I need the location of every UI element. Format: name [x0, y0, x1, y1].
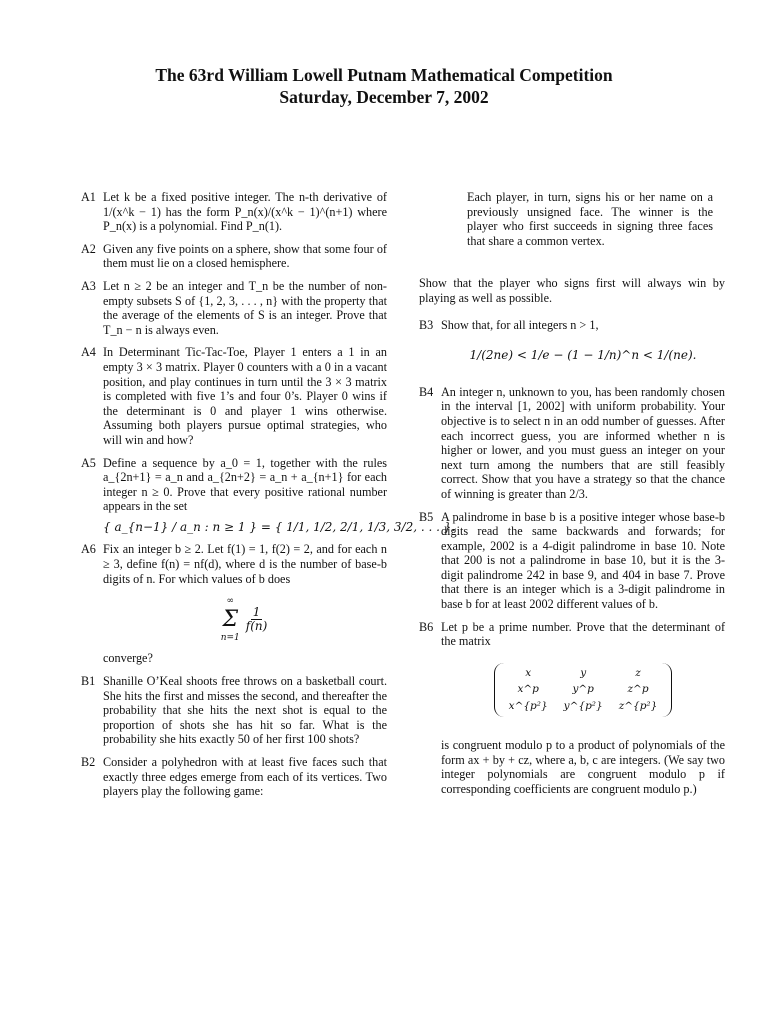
problem-text: An integer n, unknown to you, has been randomly chosen in the interval [1, 2002] with uniform probability. Your objective is to select n in an odd number of guesses. After each incorrect guess, you are informed whether n is higher or lower, and you must guess an integer on your next turn among the numbers that are still feasibly correct. Show that you have a strategy so that the chance of winning is greater than 2/3. — [441, 384, 725, 501]
problem-label: A5 — [81, 455, 96, 470]
title-line-1: The 63rd William Lowell Putnam Mathematical Competition — [155, 65, 613, 85]
matrix-cell: y^{p²} — [563, 700, 603, 713]
problem-label: B1 — [81, 674, 96, 689]
problem-b5 — [419, 510, 725, 612]
problem-text: Shanille O’Keal shoots free throws on a basketball court. She hits the first and misses the second, and thereafter the probability that she hits the next shot is equal to the proportion of shots she has hit so far. What is the probability she hits exactly 50 of her first 100 shots? — [103, 674, 387, 747]
matrix-cell: y — [580, 666, 587, 679]
problem-after-text: converge? — [103, 651, 153, 666]
problem-text: Given any five points on a sphere, show that some four of them must lie on a closed hemisphere. — [103, 241, 387, 271]
problem-b6 — [419, 620, 725, 797]
problem-text: Let k be a fixed positive integer. The n-th derivative of 1/(x^k − 1) has the form P_n(x)/(x^k − 1)^(n+1) where P_n(x) is a polynomial. Find P_n(1). — [103, 190, 387, 234]
problem-a4 — [81, 345, 387, 447]
b2-game-rules: Each player, in turn, signs his or her name on a previously unsigned face. The winner is the player who first succeeds in signing three faces that share a common vertex. — [467, 190, 713, 248]
display-inequality: 1/(2ne) < 1/e − (1 − 1/n)^n < 1/(ne). — [469, 348, 697, 363]
display-equation: { a_{n−1} / a_n : n ≥ 1 } = { 1/1, 1/2, 2/1, 1/3, 3/2, . . . }. — [103, 519, 456, 534]
matrix-cell: x^p — [517, 683, 539, 696]
problem-a2 — [81, 242, 387, 271]
matrix-cell: y^p — [572, 683, 594, 696]
problem-text: A palindrome in base b is a positive integer whose base-b digits read the same backwards and forwards; for example, 2002 is a 4-digit palindrome in base 10. Note that 200 is not a palindrome in base 10, but it is the 3-digit palindrome 242 in base 9, and 404 in base 7. Prove that there is an integer which is a 3-digit palindrome in base b for at least 2002 different values of b. — [441, 509, 725, 612]
problem-label: B3 — [419, 317, 434, 332]
problem-a1 — [81, 190, 387, 234]
matrix-cell: z^p — [627, 683, 649, 696]
problem-label: B5 — [419, 509, 434, 524]
problem-text: Define a sequence by a_0 = 1, together with the rules a_{2n+1} = a_n and a_{2n+2} = a_n + a_{n+1} for each integer n ≥ 0. Prove that every positive rational number appears in the set — [103, 455, 387, 514]
right-column — [419, 190, 725, 805]
matrix-cell: z^{p²} — [618, 700, 658, 713]
problem-label: B4 — [419, 384, 434, 399]
problem-label: A1 — [81, 190, 96, 204]
matrix-cell: x^{p²} — [508, 700, 548, 713]
matrix — [494, 663, 673, 717]
problem-text: Let p be a prime number. Prove that the determinant of the matrix — [441, 619, 725, 649]
problem-b2 — [81, 755, 387, 799]
display-sum: ∞ Σ n=1 $\frac{1}{f(n)}$ — [103, 592, 387, 645]
problem-text: Fix an integer b ≥ 2. Let f(1) = 1, f(2) = 2, and for each n ≥ 3, define f(n) = nf(d), where d is the number of base-b digits of n. For which values of b does — [103, 542, 387, 586]
problem-label: A6 — [81, 542, 96, 557]
matrix-cell: x — [525, 666, 532, 679]
sum-denominator: f(n) — [245, 619, 268, 634]
problem-a6 — [81, 542, 387, 666]
sum-upper-limit: ∞ — [226, 596, 234, 607]
problem-after-text: is congruent modulo p to a product of polynomials of the form ax + by + cz, where a, b, c are integers. (We say two integer polynomials are congruent modulo p if corresponding coefficients are congruent modulo p.) — [441, 738, 725, 796]
problem-text: Let n ≥ 2 be an integer and T_n be the number of non-empty subsets S of {1, 2, 3, . . . , n} with the property that the average of the elements of S is an integer. Prove that T_n − n is always even. — [103, 278, 387, 337]
problem-text: Show that, for all integers n > 1, — [441, 317, 599, 332]
problem-label: B6 — [419, 619, 434, 634]
problem-text: Consider a polyhedron with at least five faces such that exactly three edges emerge from each of its vertices. Two players play the following game: — [103, 755, 387, 799]
problem-text: In Determinant Tic-Tac-Toe, Player 1 enters a 1 in an empty 3 × 3 matrix. Player 0 counters with a 0 in a vacant position, and play continues in turn until the 3 × 3 matrix is completed with five 1’s and four 0’s. Player 0 wins if the determinant is 0 and player 1 wins otherwise. Assuming both players pursue optimal strategies, who will win and how? — [103, 345, 387, 447]
display-matrix — [441, 663, 725, 720]
matrix-cell: z — [635, 666, 641, 679]
title-line-2: Saturday, December 7, 2002 — [279, 87, 489, 107]
problem-label: A4 — [81, 345, 96, 360]
problem-label: A2 — [81, 241, 96, 256]
problem-b4 — [419, 385, 725, 502]
problem-label: B2 — [81, 755, 96, 769]
sum-numerator: 1 — [252, 605, 261, 620]
problem-label: A3 — [81, 278, 96, 293]
b2-conclusion: Show that the player who signs first will always win by playing as well as possible. — [419, 276, 725, 305]
problem-a3 — [81, 279, 387, 337]
exam-title — [0, 64, 768, 108]
sum-lower-limit: n=1 — [220, 632, 240, 643]
problem-b1 — [81, 674, 387, 747]
problem-b3 — [419, 318, 725, 363]
